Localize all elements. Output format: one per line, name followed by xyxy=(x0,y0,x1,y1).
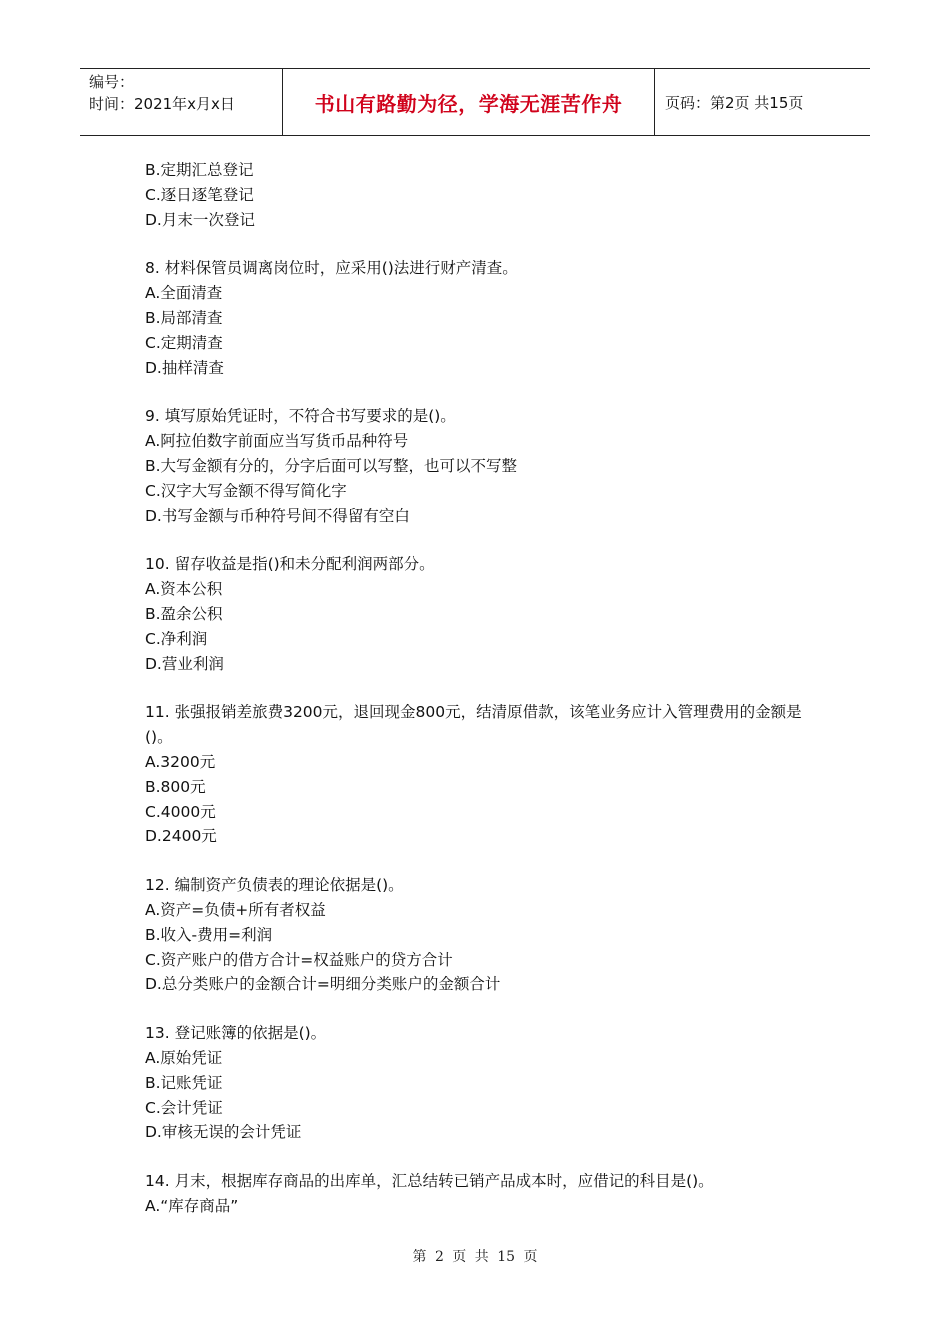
answer-option: A.原始凭证 xyxy=(145,1048,223,1067)
question-block xyxy=(145,873,815,997)
question-block xyxy=(145,158,815,232)
question-block xyxy=(145,404,815,528)
answer-option: B.大写金额有分的，分字后面可以写整，也可以不写整 xyxy=(145,456,518,475)
question-block xyxy=(145,552,815,676)
header-meta xyxy=(80,69,282,135)
question-stem: 9. 填写原始凭证时，不符合书写要求的是()。 xyxy=(145,407,456,426)
header-page-info: 页码：第2页 共15页 xyxy=(665,93,804,112)
answer-option: A.全面清查 xyxy=(145,284,223,303)
answer-option: A.“库存商品” xyxy=(145,1196,239,1215)
answer-option: C.定期清查 xyxy=(145,333,223,352)
answer-option: D.抽样清查 xyxy=(145,358,224,377)
answer-option: B.收入-费用=利润 xyxy=(145,925,273,944)
answer-option: C.4000元 xyxy=(145,802,216,821)
question-stem: 14. 月末，根据库存商品的出库单，汇总结转已销产品成本时，应借记的科目是()。 xyxy=(145,1172,714,1191)
answer-option: C.逐日逐笔登记 xyxy=(145,185,254,204)
answer-option: B.定期汇总登记 xyxy=(145,161,254,179)
answer-option: B.记账凭证 xyxy=(145,1073,223,1092)
question-block xyxy=(145,1169,815,1219)
number-label: 编号： xyxy=(89,73,135,91)
answer-option: D.总分类账户的金额合计=明细分类账户的金额合计 xyxy=(145,975,501,994)
question-stem: 10. 留存收益是指()和未分配利润两部分。 xyxy=(145,555,435,574)
answer-option: B.800元 xyxy=(145,777,206,796)
answer-option: D.审核无误的会计凭证 xyxy=(145,1123,302,1142)
question-stem: 8. 材料保管员调离岗位时，应采用()法进行财产清查。 xyxy=(145,259,518,278)
page-header xyxy=(80,68,870,136)
answer-option: B.盈余公积 xyxy=(145,604,223,623)
question-block xyxy=(145,256,815,380)
answer-option: A.资本公积 xyxy=(145,580,223,599)
answer-option: C.汉字大写金额不得写简化字 xyxy=(145,481,347,500)
answer-option: C.净利润 xyxy=(145,629,208,648)
question-stem: 11. 张强报销差旅费3200元，退回现金800元，结清原借款，该笔业务应计入管理费用的金额是()。 xyxy=(145,703,802,747)
question-stem: 13. 登记账簿的依据是()。 xyxy=(145,1024,327,1043)
question-block xyxy=(145,700,815,849)
answer-option: A.阿拉伯数字前面应当写货币品种符号 xyxy=(145,432,409,451)
answer-option: D.营业利润 xyxy=(145,654,224,673)
answer-option: C.会计凭证 xyxy=(145,1098,223,1117)
question-stem: 12. 编制资产负债表的理论依据是()。 xyxy=(145,876,404,895)
answer-option: A.资产=负债+所有者权益 xyxy=(145,900,326,919)
question-block xyxy=(145,1021,815,1145)
time-label: 时间：2021年x月x日 xyxy=(89,95,235,113)
page-footer: 第 2 页 共 15 页 xyxy=(412,1249,538,1265)
answer-option: C.资产账户的借方合计=权益账户的贷方合计 xyxy=(145,950,453,969)
answer-option: D.月末一次登记 xyxy=(145,210,255,229)
header-motto: 书山有路勤为径，学海无涯苦作舟 xyxy=(282,69,655,135)
answer-option: B.局部清查 xyxy=(145,308,223,327)
answer-option: D.2400元 xyxy=(145,827,217,846)
answer-option: A.3200元 xyxy=(145,752,216,771)
question-list xyxy=(145,158,815,1243)
answer-option: D.书写金额与币种符号间不得留有空白 xyxy=(145,506,410,525)
